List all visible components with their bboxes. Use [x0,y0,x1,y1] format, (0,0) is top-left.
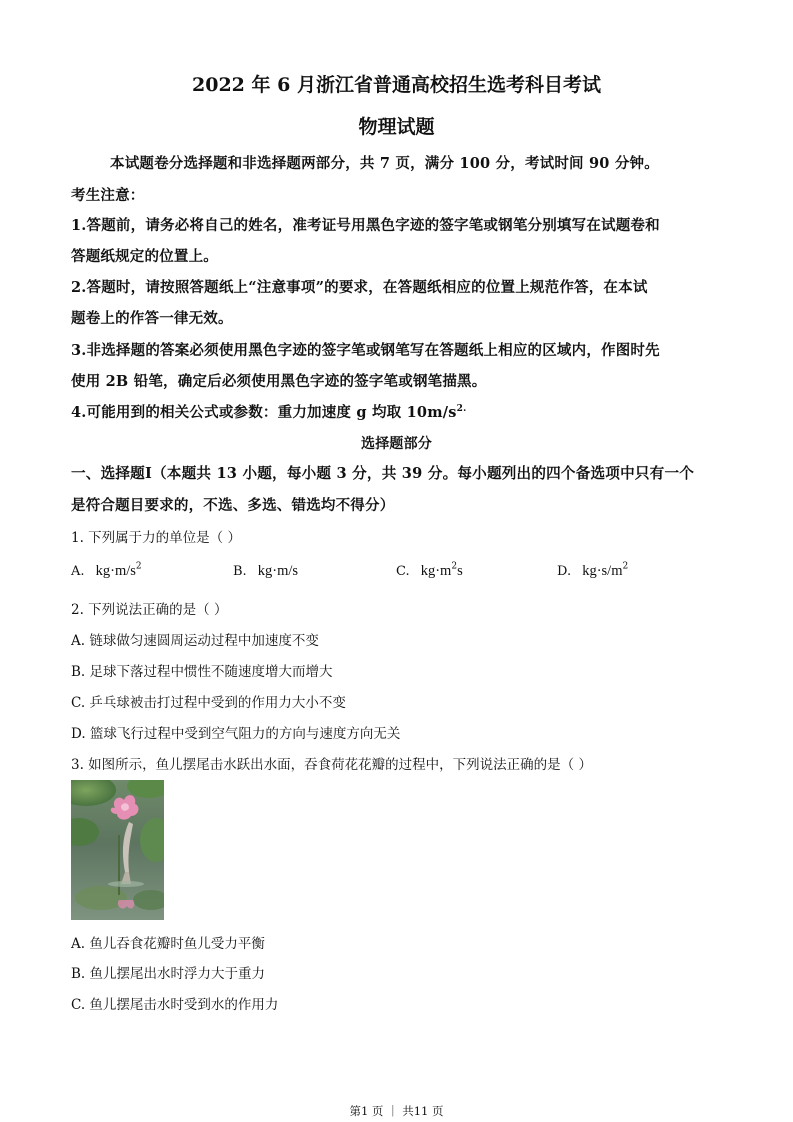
option-unit: kg·m/s [95,563,136,579]
note-line-sup: 2. [456,404,467,415]
note-line: 题卷上的作答一律无效。 [71,310,233,327]
exam-title: 2022 年 6 月浙江省普通高校招生选考科目考试 [192,74,601,96]
q2-stem: 2. 下列说法正确的是（ ） [71,602,228,618]
fish-lotus-photo [71,780,164,920]
q3-option-b: B. 鱼儿摆尾出水时浮力大于重力 [71,966,266,982]
note-line: 2.答题时，请按照答题纸上“注意事项”的要求，在答题纸相应的位置上规范作答，在本试 [71,279,648,296]
q3-stem: 3. 如图所示，鱼儿摆尾击水跃出水面，吞食荷花花瓣的过程中，下列说法正确的是（ ） [71,757,592,773]
option-unit: kg·m [420,563,452,579]
note-line: 使用 2B 铅笔，确定后必须使用黑色字迹的签字笔或钢笔描黑。 [71,373,487,390]
exam-subtitle: 物理试题 [358,116,435,138]
note-line: 3.非选择题的答案必须使用黑色字迹的签字笔或钢笔写在答题纸上相应的区域内，作图时先 [71,342,660,359]
intro-text: 本试题卷分选择题和非选择题两部分，共 7 页，满分 100 分，考试时间 90 分钟。 [110,155,659,172]
q2-option-c: C. 乒乓球被击打过程中受到的作用力大小不变 [71,695,346,711]
note-line [71,401,466,422]
q1-option-b [233,560,298,580]
option-letter: A. [71,564,85,579]
q1-option-a [71,560,142,580]
option-unit-sup: 2 [622,561,629,572]
note-line: 1.答题前，请务必将自己的姓名，准考证号用黑色字迹的签字笔或钢笔分别填写在试题卷和 [71,217,660,234]
option-unit: kg·s/m [582,563,623,579]
q3-option-c: C. 鱼儿摆尾击水时受到水的作用力 [71,997,279,1013]
note-line: 答题纸规定的位置上。 [71,248,218,265]
notes-heading: 考生注意： [71,187,145,204]
option-letter: C. [396,564,410,579]
q1-option-d [557,560,628,580]
q2-option-d: D. 篮球飞行过程中受到空气阻力的方向与速度方向无关 [71,726,401,742]
section-heading-line2: 是符合题目要求的，不选、多选、错选均不得分） [71,497,395,514]
q1-stem: 1. 下列属于力的单位是（ ） [71,530,241,546]
q3-option-a: A. 鱼儿吞食花瓣时鱼儿受力平衡 [71,936,265,952]
note-line-text: 4.可能用到的相关公式或参数：重力加速度 g 均取 10m/s [71,404,457,421]
option-unit-sup: 2 [451,561,458,572]
section-heading-line1: 一、选择题Ⅰ（本题共 13 小题，每小题 3 分，共 39 分。每小题列出的四个备选项中只有一个 [71,465,695,482]
option-letter: D. [557,564,572,579]
page-footer: 第1 页 ｜ 共11 页 [349,1104,444,1118]
option-unit-tail: s [457,563,463,579]
option-unit: kg·m/s [257,563,299,579]
section-title: 选择题部分 [361,436,432,452]
q2-option-b: B. 足球下落过程中惯性不随速度增大而增大 [71,664,333,680]
q1-option-c [396,560,463,580]
option-letter: B. [233,564,247,579]
option-unit-sup: 2 [135,561,142,572]
q2-option-a: A. 链球做匀速圆周运动过程中加速度不变 [71,633,319,649]
